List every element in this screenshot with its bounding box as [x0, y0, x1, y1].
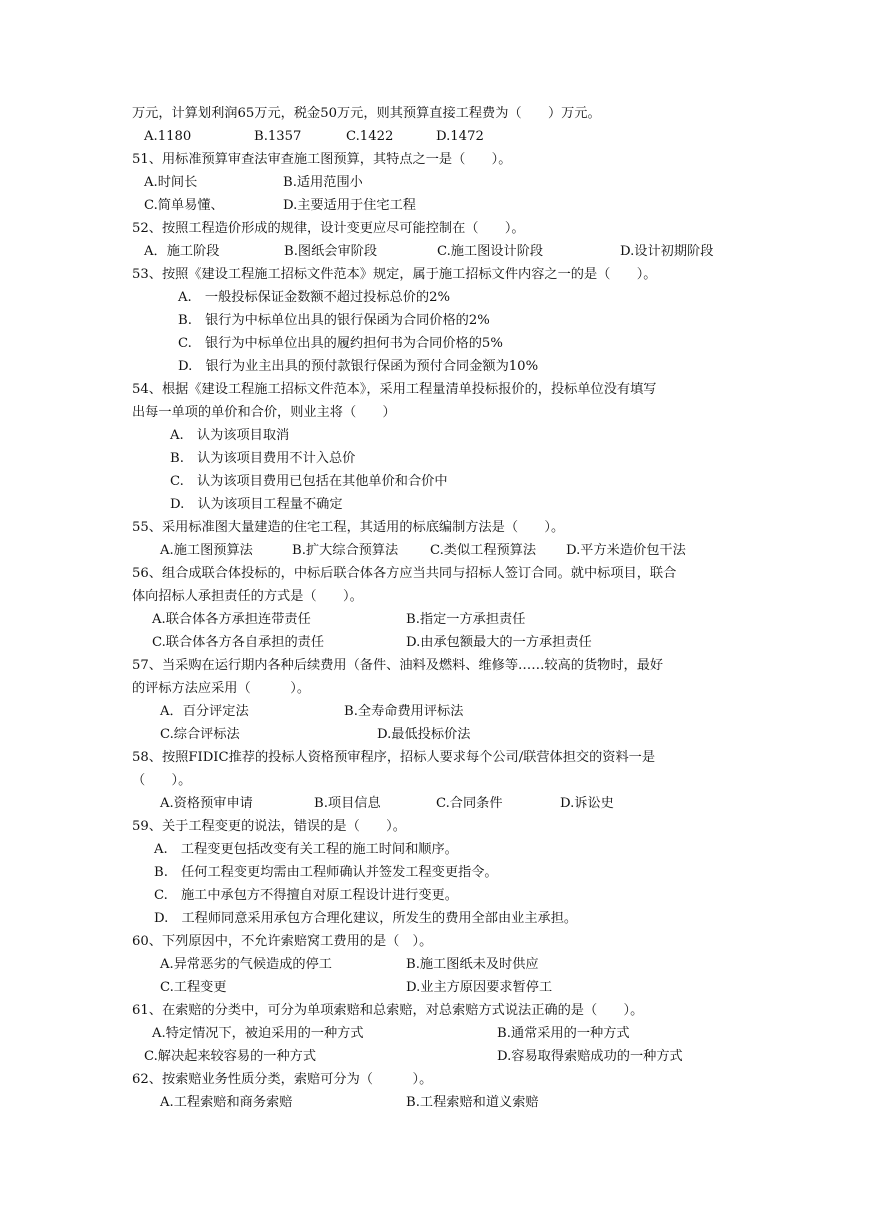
- q58-option-a[interactable]: A.资格预审申请: [160, 796, 253, 811]
- q58-options: [160, 795, 760, 813]
- q51-option-a[interactable]: A.时间长: [144, 175, 198, 190]
- q52-option-d[interactable]: D.设计初期阶段: [620, 244, 714, 259]
- q50-option-b[interactable]: B.1357: [254, 129, 302, 144]
- q62-option-b[interactable]: B.工程索赔和道义索赔: [406, 1095, 539, 1110]
- q55-option-c[interactable]: C.类似工程预算法: [430, 543, 537, 558]
- q50-continuation: 万元，计算划利润65万元，税金50万元，则其预算直接工程费为（ ）万元。: [132, 106, 601, 121]
- q55-option-a[interactable]: A.施工图预算法: [160, 543, 253, 558]
- q50-option-a[interactable]: A.1180: [144, 129, 192, 144]
- q57-option-d[interactable]: D.最低投标价法: [377, 727, 471, 742]
- q56-stem-line1: 56、组合成联合体投标的，中标后联合体各方应当共同与招标人签订合同。就中标项目，联合: [132, 566, 677, 581]
- q54-stem-line1: 54、根据《建设工程施工招标文件范本》，采用工程量清单投标报价的，投标单位没有填写: [132, 382, 657, 397]
- q58-option-c[interactable]: C.合同条件: [436, 796, 503, 811]
- q52-option-c[interactable]: C.施工图设计阶段: [437, 244, 544, 259]
- q51-option-c[interactable]: C.简单易懂、: [144, 198, 224, 213]
- q55-option-d[interactable]: D.平方米造价包干法: [566, 543, 686, 558]
- q61-stem: 61、在索赔的分类中，可分为单项索赔和总索赔，对总索赔方式说法正确的是（ ）。: [132, 1003, 644, 1018]
- q50-option-d[interactable]: D.1472: [436, 129, 484, 144]
- q58-stem-line1: 58、按照FIDIC推荐的投标人资格预审程序，招标人要求每个公司/联营体担交的资料一是: [132, 750, 656, 765]
- q52-option-a[interactable]: A．施工阶段: [144, 244, 220, 259]
- q57-option-b[interactable]: B.全寿命费用评标法: [344, 704, 464, 719]
- q60-option-c[interactable]: C.工程变更: [160, 980, 227, 995]
- q61-option-d[interactable]: D.容易取得索赔成功的一种方式: [497, 1049, 683, 1064]
- q57-option-a[interactable]: A．百分评定法: [160, 704, 249, 719]
- q52-options: [144, 243, 744, 261]
- q61-option-b[interactable]: B.通常采用的一种方式: [497, 1026, 630, 1041]
- q51-option-d[interactable]: D.主要适用于住宅工程: [283, 198, 416, 213]
- q58-stem-line2: （ ）。: [132, 773, 192, 788]
- q60-option-a[interactable]: A.异常恶劣的气候造成的停工: [160, 957, 332, 972]
- q60-option-b[interactable]: B.施工图纸未及时供应: [406, 957, 539, 972]
- q53-option-b[interactable]: B. 银行为中标单位出具的银行保函为合同价格的2%: [178, 313, 490, 328]
- q53-option-a[interactable]: A. 一般投标保证金数额不超过投标总价的2%: [178, 290, 451, 305]
- q50-options: [144, 128, 744, 146]
- q55-stem: 55、采用标准图大量建造的住宅工程，其适用的标底编制方法是（ ）。: [132, 520, 565, 535]
- q54-option-d[interactable]: D. 认为该项目工程量不确定: [170, 497, 343, 512]
- q51-stem: 51、用标准预算审查法审查施工图预算，其特点之一是（ ）。: [132, 152, 512, 167]
- q59-option-d[interactable]: D. 工程师同意采用承包方合理化建议，所发生的费用全部由业主承担。: [154, 911, 578, 926]
- q60-stem: 60、下列原因中，不允许索赔窝工费用的是（ ）。: [132, 934, 433, 949]
- q56-option-c[interactable]: C.联合体各方各自承担的责任: [152, 635, 325, 650]
- q62-option-a[interactable]: A.工程索赔和商务索赔: [160, 1095, 293, 1110]
- q50-option-c[interactable]: C.1422: [346, 129, 394, 144]
- q61-option-c[interactable]: C.解决起来较容易的一种方式: [144, 1049, 317, 1064]
- q56-stem-line2: 体向招标人承担责任的方式是（ ）。: [132, 589, 363, 604]
- q62-stem: 62、按索赔业务性质分类，索赔可分为（ ）。: [132, 1072, 433, 1087]
- q58-option-d[interactable]: D.诉讼史: [560, 796, 614, 811]
- q54-option-a[interactable]: A. 认为该项目取消: [170, 428, 290, 443]
- q52-option-b[interactable]: B.图纸会审阶段: [284, 244, 378, 259]
- q61-option-a[interactable]: A.特定情况下，被迫采用的一种方式: [152, 1026, 364, 1041]
- q59-stem: 59、关于工程变更的说法，错误的是（ ）。: [132, 819, 406, 834]
- q59-option-b[interactable]: B. 任何工程变更均需由工程师确认并签发工程变更指令。: [154, 865, 498, 880]
- q60-option-d[interactable]: D.业主方原因要求暂停工: [406, 980, 553, 995]
- q55-options: [160, 542, 760, 560]
- q54-stem-line2: 出每一单项的单价和合价，则业主将（ ）: [132, 405, 396, 420]
- q53-stem: 53、按照《建设工程施工招标文件范本》规定，属于施工招标文件内容之一的是（ ）。: [132, 267, 657, 282]
- q59-option-a[interactable]: A. 工程变更包括改变有关工程的施工时间和顺序。: [154, 842, 458, 857]
- q57-option-c[interactable]: C.综合评标法: [160, 727, 240, 742]
- q58-option-b[interactable]: B.项目信息: [314, 796, 381, 811]
- q55-option-b[interactable]: B.扩大综合预算法: [292, 543, 399, 558]
- q54-option-c[interactable]: C. 认为该项目费用已包括在其他单价和合价中: [170, 474, 448, 489]
- q52-stem: 52、按照工程造价形成的规律，设计变更应尽可能控制在（ ）。: [132, 221, 525, 236]
- q56-option-d[interactable]: D.由承包额最大的一方承担责任: [406, 635, 592, 650]
- q57-stem-line2: 的评标方法应采用（ ）。: [132, 681, 311, 696]
- q51-option-b[interactable]: B.适用范围小: [283, 175, 363, 190]
- q56-option-b[interactable]: B.指定一方承担责任: [406, 612, 526, 627]
- q53-option-c[interactable]: C. 银行为中标单位出具的履约担何书为合同价格的5%: [178, 336, 503, 351]
- q59-option-c[interactable]: C. 施工中承包方不得擅自对原工程设计进行变更。: [154, 888, 458, 903]
- q56-option-a[interactable]: A.联合体各方承担连带责任: [152, 612, 311, 627]
- q57-stem-line1: 57、当采购在运行期内各种后续费用（备件、油料及燃料、维修等……较高的货物时，最好: [132, 658, 664, 673]
- q54-option-b[interactable]: B. 认为该项目费用不计入总价: [170, 451, 356, 466]
- q53-option-d[interactable]: D. 银行为业主出具的预付款银行保函为预付合同金额为10%: [178, 359, 539, 374]
